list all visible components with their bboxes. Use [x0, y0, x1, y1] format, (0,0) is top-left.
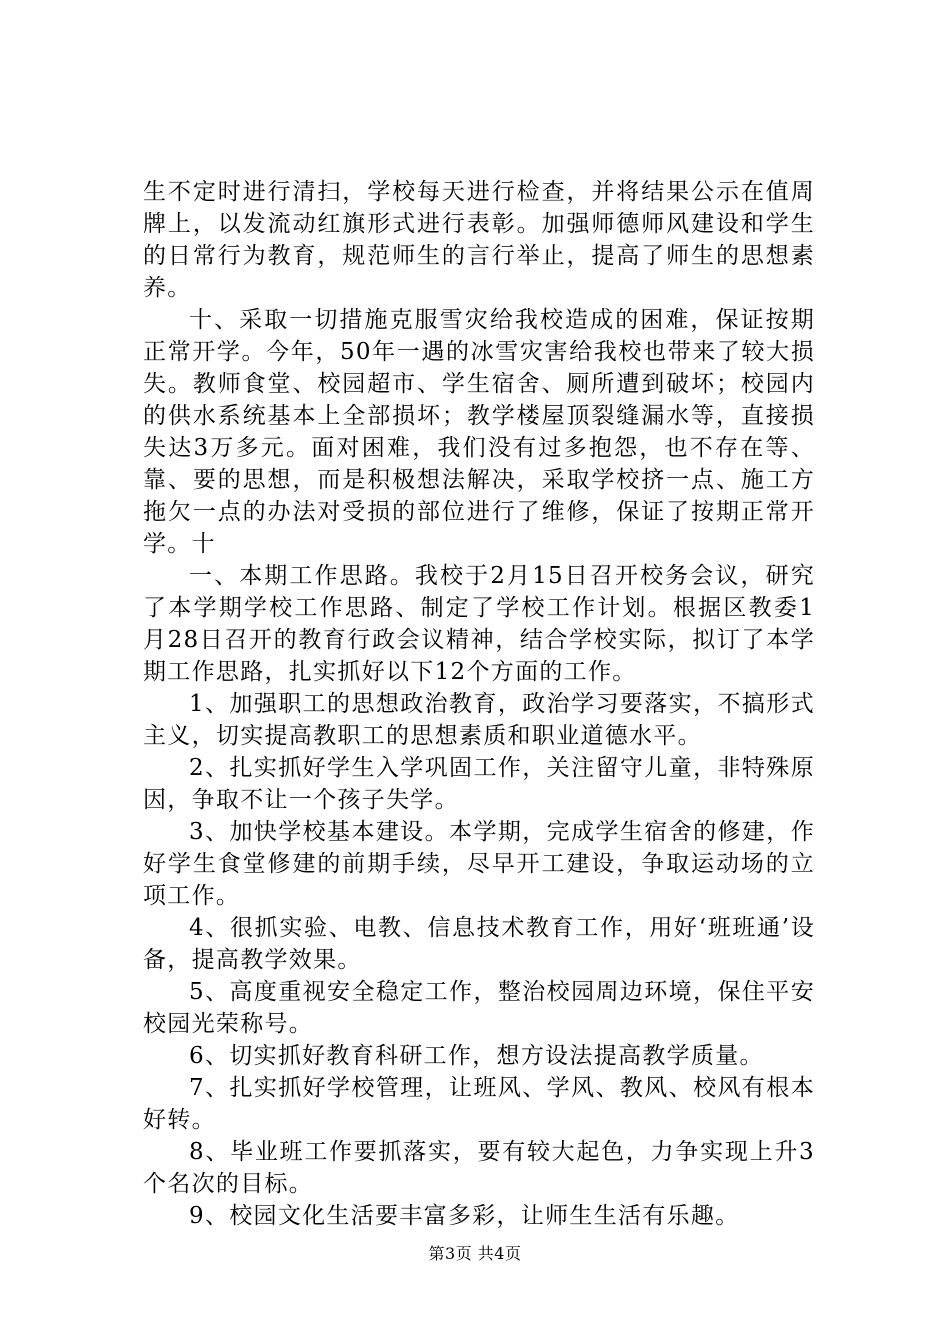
list-item-2: 2、扎实抓好学生入学巩固工作，关注留守儿童，非特殊原因，争取不让一个孩子失学。 — [143, 755, 815, 813]
list-item-6: 6、切实抓好教育科研工作，想方设法提高教学质量。 — [189, 1043, 764, 1069]
list-item-5: 5、高度重视安全稳定工作，整治校园周边环境，保住平安校园光荣称号。 — [143, 979, 815, 1037]
list-item-1: 1、加强职工的思想政治教育，政治学习要落实，不搞形式主义，切实提高教职工的思想素质和职业道德水平。 — [143, 691, 815, 749]
list-item-3: 3、加快学校基本建设。本学期，完成学生宿舍的修建，作好学生食堂修建的前期手续，尽早开工建设，争取运动场的立项工作。 — [143, 819, 815, 909]
list-item-9: 9、校园文化生活要丰富多彩，让师生生活有乐趣。 — [189, 1203, 740, 1229]
paragraph-2: 一、本期工作思路。我校于2月15日召开校务会议，研究了本学期学校工作思路、制定了学校工作计划。根据区教委1月28日召开的教育行政会议精神，结合学校实际，拟订了本学期工作思路，扎实抓好以下12个方面的工作。 — [143, 563, 815, 685]
list-item-8: 8、毕业班工作要抓落实，要有较大起色，力争实现上升3个名次的目标。 — [143, 1139, 815, 1197]
list-item-7: 7、扎实抓好学校管理，让班风、学风、教风、校风有根本好转。 — [143, 1075, 815, 1133]
paragraph-1: 十、采取一切措施克服雪灾给我校造成的困难，保证按期正常开学。今年，50年一遇的冰雪灾害给我校也带来了较大损失。教师食堂、校园超市、学生宿舍、厕所遭到破坏；校园内的供水系统基本上全部损坏；教学楼屋顶裂缝漏水等，直接损失达3万多元。面对困难，我们没有过多抱怨，也不存在等、靠、要的思想，而是积极想法解决，采取学校挤一点、施工方拖欠一点的办法对受损的部位进行了维修，保证了按期正常开学。十 — [143, 307, 815, 557]
page-number-footer: 第3页 共4页 — [428, 1244, 522, 1263]
document-body — [143, 176, 815, 1232]
paragraph-0: 生不定时进行清扫，学校每天进行检查，并将结果公示在值周牌上，以发流动红旗形式进行表彰。加强师德师风建设和学生的日常行为教育，规范师生的言行举止，提高了师生的思想素养。 — [143, 179, 815, 301]
list-item-4: 4、很抓实验、电教、信息技术教育工作，用好‘班班通’设备，提高教学效果。 — [143, 915, 815, 973]
